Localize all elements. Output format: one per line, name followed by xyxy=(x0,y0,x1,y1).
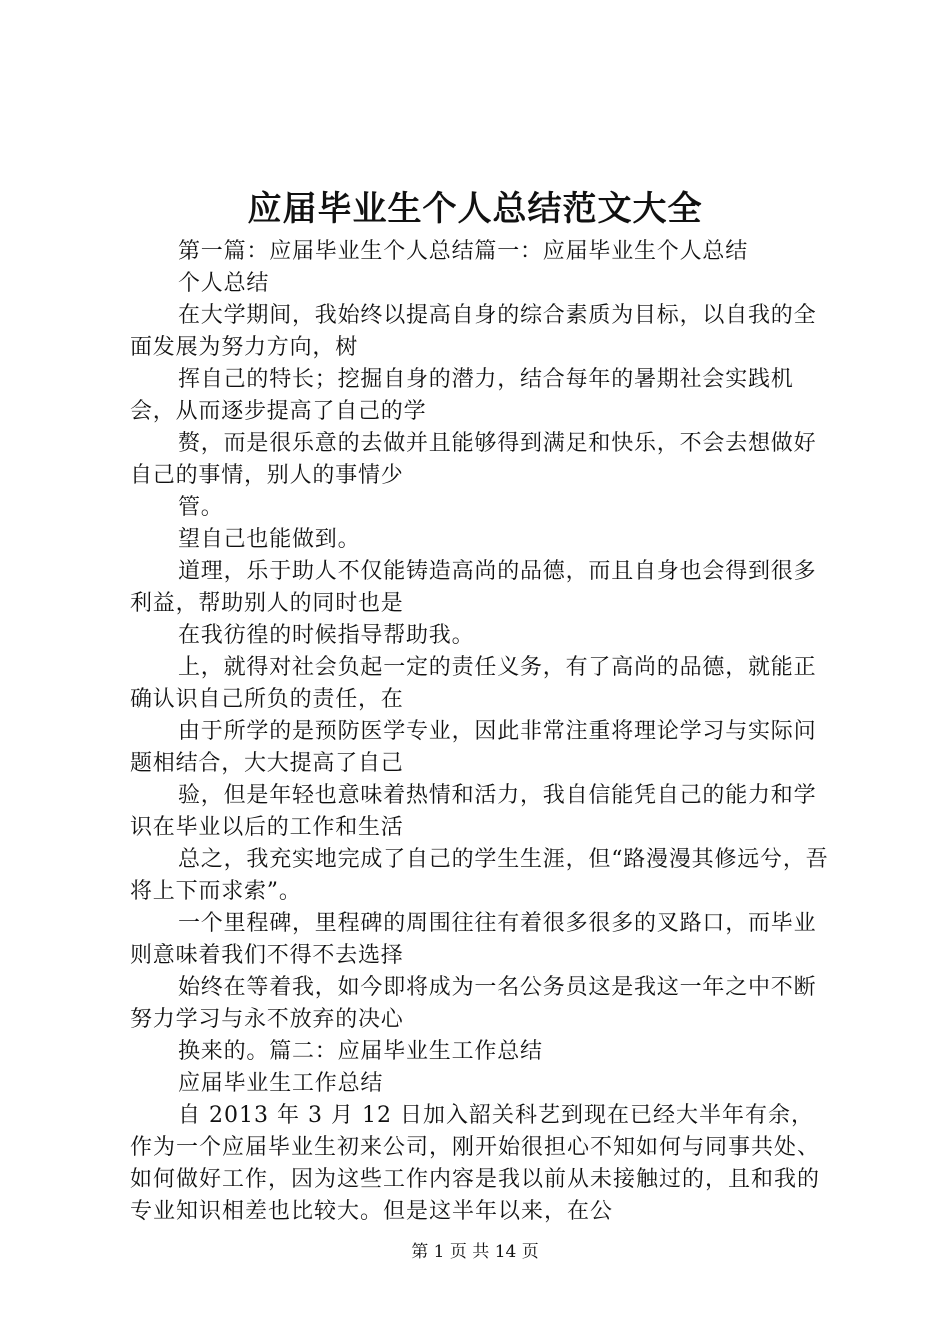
document-body xyxy=(130,236,830,1228)
page-number-footer: 第 1 页 共 14 页 xyxy=(411,1242,539,1262)
paragraph: 验，但是年轻也意味着热情和活力，我自信能凭自己的能力和学识在毕业以后的工作和生活 xyxy=(130,783,817,840)
paragraph: 应届毕业生工作总结 xyxy=(178,1071,384,1096)
paragraph: 望自己也能做到。 xyxy=(178,527,361,552)
paragraph: 自 2013 年 3 月 12 日加入韶关科艺到现在已经大半年有余，作为一个应届毕业生初来公司，刚开始很担心不知如何与同事共处、如何做好工作，因为这些工作内容是我以前从未接触过的，且和我的专业知识相差也比较大。但是这半年以来，在公 xyxy=(130,1103,821,1224)
paragraph: 上，就得对社会负起一定的责任义务，有了高尚的品德，就能正确认识自己所负的责任，在 xyxy=(130,655,817,712)
paragraph: 第一篇：应届毕业生个人总结篇一：应届毕业生个人总结 xyxy=(178,239,749,264)
paragraph: 始终在等着我，如今即将成为一名公务员这是我这一年之中不断努力学习与永不放弃的决心 xyxy=(130,975,817,1032)
paragraph: 赘，而是很乐意的去做并且能够得到满足和快乐，不会去想做好自己的事情，别人的事情少 xyxy=(130,431,817,488)
paragraph: 一个里程碑，里程碑的周围往往有着很多很多的叉路口，而毕业则意味着我们不得不去选择 xyxy=(130,911,817,968)
paragraph: 个人总结 xyxy=(178,271,270,296)
paragraph: 管。 xyxy=(178,495,224,520)
paragraph: 挥自己的特长；挖掘自身的潜力，结合每年的暑期社会实践机会，从而逐步提高了自己的学 xyxy=(130,367,794,424)
document-title: 应届毕业生个人总结范文大全 xyxy=(247,189,703,229)
paragraph: 由于所学的是预防医学专业，因此非常注重将理论学习与实际问题相结合，大大提高了自己 xyxy=(130,719,817,776)
paragraph: 在我彷徨的时候指导帮助我。 xyxy=(178,623,475,648)
paragraph: 总之，我充实地完成了自己的学生生涯，但“路漫漫其修远兮，吾将上下而求索”。 xyxy=(130,847,829,904)
paragraph: 道理，乐于助人不仅能铸造高尚的品德，而且自身也会得到很多利益，帮助别人的同时也是 xyxy=(130,559,817,616)
paragraph: 换来的。篇二：应届毕业生工作总结 xyxy=(178,1039,543,1064)
paragraph: 在大学期间，我始终以提高自身的综合素质为目标，以自我的全面发展为努力方向，树 xyxy=(130,303,817,360)
